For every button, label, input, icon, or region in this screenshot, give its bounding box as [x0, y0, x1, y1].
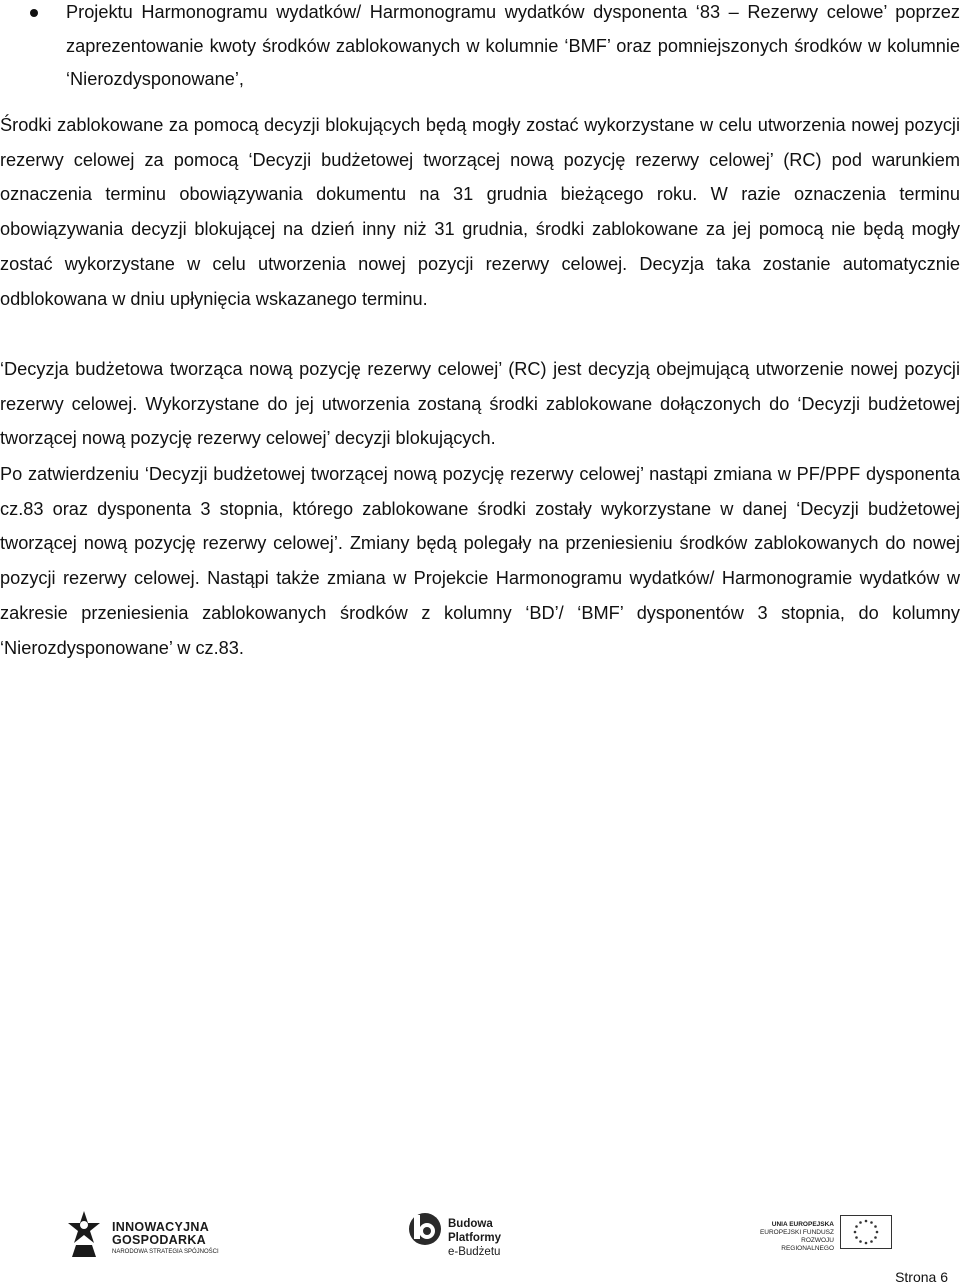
e-budzet-emblem-icon: [408, 1211, 442, 1247]
paragraph-3: Po zatwierdzeniu ‘Decyzji budżetowej tworzącej nową pozycję rezerwy celowej’ nastąpi zmiana w PF/PPF dysponenta cz.83 oraz dysponenta 3 stopnia, którego zablokowane środki zostały wykorzystane w danej ‘Decyzji budżetowej tworzącej nową pozycję rezerwy celowej’. Zmiany będą polegały na przeniesieniu środków zablokowanych do nowej pozycji rezerwy celowej. Nastąpi także zmiana w Projekcie Harmonogramu wydatków/ Harmonogramie wydatków w zakresie przeniesienia zablokowanych środków z kolumny ‘BD’/ ‘BMF’ dysponentów 3 stopnia, do kolumny ‘Nierozdysponowane’ w cz.83.: [0, 464, 960, 658]
star-figure-icon: [66, 1209, 102, 1259]
logo2-line1: Budowa Platformy: [448, 1218, 502, 1244]
budowa-platformy-logo: [408, 1211, 548, 1258]
logo3-line2: EUROPEJSKI FUNDUSZ: [759, 1229, 834, 1236]
innowacyjna-gospodarka-logo: [66, 1209, 236, 1259]
logo1-line3: NARODOWA STRATEGIA SPÓJNOŚCI: [112, 1249, 219, 1255]
logo1-line1: INNOWACYJNA: [112, 1220, 210, 1234]
logo2-line2: e-Budżetu: [448, 1246, 501, 1258]
page-footer: [0, 1195, 960, 1285]
page-number: Strona 6: [895, 1269, 948, 1285]
unia-europejska-logo: [750, 1219, 900, 1259]
bullet-icon: [30, 9, 38, 17]
logo3-line1: UNIA EUROPEJSKA: [771, 1221, 834, 1228]
logo1-line2: GOSPODARKA: [112, 1233, 206, 1247]
paragraph-1: Środki zablokowane za pomocą decyzji blokujących będą mogły zostać wykorzystane w celu utworzenia nowej pozycji rezerwy celowej za pomocą ‘Decyzji budżetowej tworzącej nową pozycję rezerwy celowej’ (RC) pod warunkiem oznaczenia terminu obowiązywania dokumentu na 31 grudnia bieżącego roku. W razie oznaczenia terminu obowiązywania decyzji blokującej na dzień inny niż 31 grudnia, środki zablokowane za jej pomocą nie będą mogły zostać wykorzystane w celu utworzenia nowej pozycji rezerwy celowej. Decyzja taka zostanie automatycznie odblokowana w dniu upłynięcia wskazanego terminu.: [0, 115, 960, 309]
eu-flag-icon: [840, 1215, 892, 1249]
bullet-text: Projektu Harmonogramu wydatków/ Harmonogramu wydatków dysponenta ‘83 – Rezerwy celowe’ poprzez zaprezentowanie kwoty środków zablokowanych w kolumnie ‘BMF’ oraz pomniejszonych środków w kolumnie ‘Nierozdysponowane’,: [66, 2, 960, 89]
logo3-line3: ROZWOJU REGIONALNEGO: [781, 1237, 834, 1252]
paragraph-2: ‘Decyzja budżetowa tworząca nową pozycję rezerwy celowej’ (RC) jest decyzją obejmującą utworzenie nowej pozycji rezerwy celowej. Wykorzystane do jej utworzenia zostaną środki zablokowane dołączonych do ‘Decyzji budżetowej tworzącej nową pozycję rezerwy celowej’ decyzji blokujących.: [0, 359, 960, 449]
